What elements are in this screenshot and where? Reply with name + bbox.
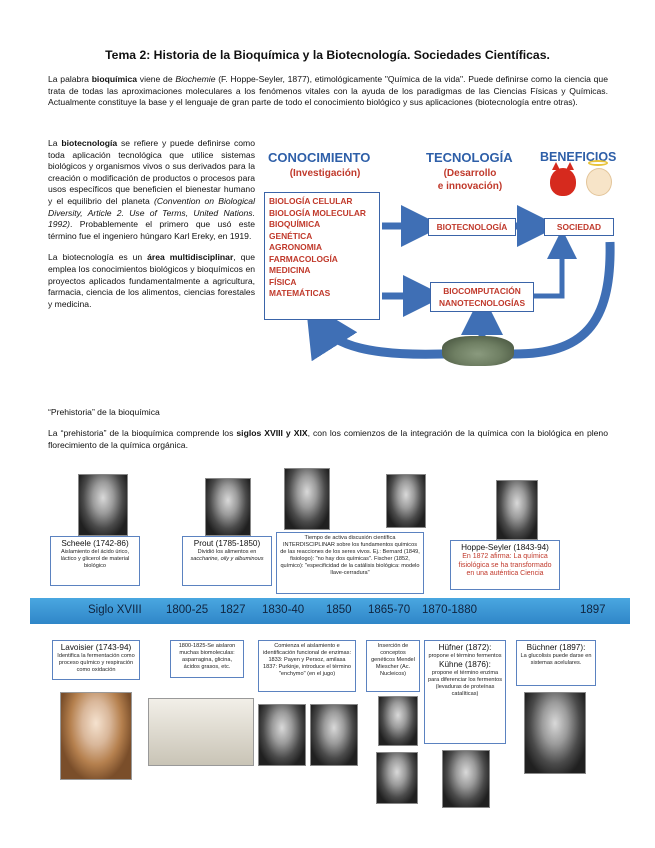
nanotec-label: NANOTECNOLOGÍAS xyxy=(438,298,526,308)
era-1850: 1850 xyxy=(326,604,352,616)
devil-icon xyxy=(550,168,576,196)
laboratory-image xyxy=(148,698,254,766)
prehistoria-heading: “Prehistoria” de la bioquímica xyxy=(48,407,160,417)
field-item: MATEMÁTICAS xyxy=(269,288,331,298)
term-bioquimica: bioquímica xyxy=(91,74,138,84)
event-prout xyxy=(182,536,272,586)
event-title: Prout (1785-1850) xyxy=(193,539,261,548)
event-desc: Comienza el aislamiento e identificación funcional de enzimas: 1833: Payen y Persoz, amilasa 1837: Purkinje, introduce el término "enchymo" (en el jugo) xyxy=(263,643,351,677)
field-item: MEDICINA xyxy=(269,265,311,275)
history-timeline xyxy=(30,460,630,840)
field-item: BIOLOGÍA CELULAR xyxy=(269,196,353,206)
field-item: AGRONOMIA xyxy=(269,242,323,252)
text-run: se refiere y puede definirse como toda aplicación tecnológica que utilice sistemas biológicos y organismos vivos o sus derivados para la creación o modificación de productos o procesos para usos específicos que beneficien el bienestar humano y el equilibrio del planeta xyxy=(48,138,255,206)
portrait-hoppe-seyler xyxy=(496,480,538,540)
text-run: La xyxy=(48,138,62,148)
sub-innovacion: e innovación) xyxy=(437,181,503,192)
event-desc: Aislamiento del ácido úrico, láctico y glicerol de material biológico xyxy=(60,549,130,569)
event-desc: propone el término enzima para diferenciar los fermentos (levaduras de proteínas catalíticas) xyxy=(428,670,502,697)
biocomp-label: BIOCOMPUTACIÓN xyxy=(443,286,521,296)
biotech-definition xyxy=(48,138,255,242)
event-desc: Identifica la fermentación como proceso químico y respiración como oxidación xyxy=(57,653,135,673)
prehistoria-paragraph xyxy=(48,428,608,451)
event-biomoleculas xyxy=(170,640,244,678)
era-1800-25: 1800-25 xyxy=(166,604,209,616)
era-1897: 1897 xyxy=(580,604,606,616)
field-item: GENÉTICA xyxy=(269,230,313,241)
text-run: La biotecnología es un xyxy=(48,252,148,263)
sociedad-box: SOCIEDAD xyxy=(544,218,614,236)
portrait-fischer xyxy=(386,474,426,528)
header-tecnologia: TECNOLOGÍA xyxy=(426,150,513,165)
term-multidisciplinar: área multidisciplinar xyxy=(147,252,234,263)
event-desc: Tiempo de activa discusión científica INTERDISCIPLINAR sobre los fundamentos químicos de las reacciones de los seres vivos. Ej.: Bernard (1849, fisiologo): "no hay dos químicas". Fischer (1852, químico): "especificidad de la catálisis biológica: modelo llave-cerradura" xyxy=(280,535,420,576)
event-desc: En 1872 afirma: La química fisiológica se ha transformado en una auténtica Ciencia xyxy=(458,553,552,577)
portrait-mendel xyxy=(378,696,418,746)
header-conocimiento: CONOCIMIENTO xyxy=(268,150,371,165)
era-1865-70: 1865-70 xyxy=(368,604,411,616)
field-item: FARMACOLOGÍA xyxy=(269,253,338,264)
event-scheele xyxy=(50,536,140,586)
field-item: FÍSICA xyxy=(269,276,297,287)
era-1870-1880: 1870-1880 xyxy=(422,604,477,616)
event-hoppe-seyler xyxy=(450,540,560,590)
text-run: viene de xyxy=(137,74,176,84)
text-run: . Probablemente el primero que usó este término fue el ingeniero húngaro Karl Ereky, en 1919. xyxy=(48,219,255,241)
event-title: Büchner (1897): xyxy=(526,643,586,652)
field-item: BIOLOGÍA MOLECULAR xyxy=(269,207,366,218)
era-siglo-xviii: Siglo XVIII xyxy=(88,604,142,616)
portrait-purkinje xyxy=(310,704,358,766)
event-hufner-kuhne xyxy=(424,640,506,744)
event-mendel xyxy=(366,640,420,692)
portrait-lavoisier xyxy=(60,692,132,780)
event-title: Hoppe-Seyler (1843-94) xyxy=(461,543,549,552)
sub-investigacion: (Investigación) xyxy=(289,168,361,179)
field-item: BIOQUÍMICA xyxy=(269,219,321,229)
knowledge-fields-box xyxy=(264,192,380,320)
term-biotecnologia: biotecnología xyxy=(61,138,118,148)
event-buchner xyxy=(516,640,596,686)
era-1830-40: 1830-40 xyxy=(262,604,305,616)
event-desc-italic: saccharine, oily y albuminous xyxy=(190,556,264,562)
text-run: , que emplea los conocimientos biológicos y bioquímicos en proyectos aplicados fundamentalmente a agricultura, farmacia, ciencia de los alimentos, ciencias forestales y medicina. xyxy=(48,252,255,309)
biocomp-box xyxy=(430,282,534,312)
event-title: Hüfner (1872): xyxy=(438,643,492,652)
biotech-column xyxy=(48,138,255,320)
event-desc: Dividió los alimentos en xyxy=(197,549,257,555)
portrait-prout xyxy=(205,478,251,536)
biotech-multidisciplinary xyxy=(48,252,255,310)
term-biochemie: Biochemie xyxy=(175,74,216,84)
text-run: (F. Hoppe-Seyler, 1877), etimológicamente "Química de la vida". Puede definirse como la ciencia que trata de todas las aproximaciones moleculares a los fenómenos vitales con la ayuda de los paradigmas de las Ciencias Físicas y Químicas. Actualmente constituye la base y el lenguaje de gran parte de todo el conocimiento biológico y sus aplicaciones (biotecnología entre otras). xyxy=(48,74,608,108)
header-beneficios: BENEFICIOS xyxy=(540,150,617,164)
angel-halo-icon xyxy=(588,160,608,166)
event-lavoisier xyxy=(52,640,140,680)
event-enzimas xyxy=(258,640,356,692)
portrait-payen xyxy=(258,704,306,766)
sub-desarrollo: (Desarrollo xyxy=(443,168,497,179)
event-desc: 1800-1825-Se aislaron muchas biomoleculas: asparragina, glicina, ácidos grasos, etc. xyxy=(178,643,236,670)
text-run: , con los comienzos de la integración de la química con la biológica en pleno florecimiento de la química orgánica. xyxy=(48,428,608,450)
citation: (Convention on Biological Diversity, Article 2. Use of Terms, United Nations. 1992) xyxy=(48,195,255,230)
portrait-bernard xyxy=(284,468,330,530)
event-title: Lavoisier (1743-94) xyxy=(60,643,132,652)
event-debate xyxy=(276,532,424,594)
biotech-diagram xyxy=(262,146,622,386)
event-title: Scheele (1742-86) xyxy=(61,539,129,548)
arrow-biocomp-to-sociedad xyxy=(534,244,562,296)
event-desc: Inserción de conceptos genéticos Mendel Miescher (Ac. Nucleicos) xyxy=(371,643,415,677)
text-run: La palabra xyxy=(48,74,92,84)
portrait-buchner xyxy=(524,692,586,774)
portrait-miescher xyxy=(376,752,418,804)
biotecnologia-box: BIOTECNOLOGÍA xyxy=(428,218,516,236)
money-pile-image xyxy=(442,336,514,366)
event-desc: La glucolisis puede darse en sistemas acelulares. xyxy=(520,653,592,666)
text-run: La “prehistoria” de la bioquímica comprende los xyxy=(48,428,237,438)
portrait-kuhne xyxy=(442,750,490,808)
portrait-scheele xyxy=(78,474,128,536)
intro-paragraph xyxy=(48,74,608,109)
page-title: Tema 2: Historia de la Bioquímica y la Biotecnología. Sociedades Científicas. xyxy=(105,48,550,62)
era-1827: 1827 xyxy=(220,604,246,616)
term-siglos: siglos XVIII y XIX xyxy=(236,428,308,438)
angel-icon xyxy=(586,168,612,196)
event-desc: propone el término fermentos xyxy=(428,653,502,659)
event-title: Kühne (1876): xyxy=(439,660,491,669)
